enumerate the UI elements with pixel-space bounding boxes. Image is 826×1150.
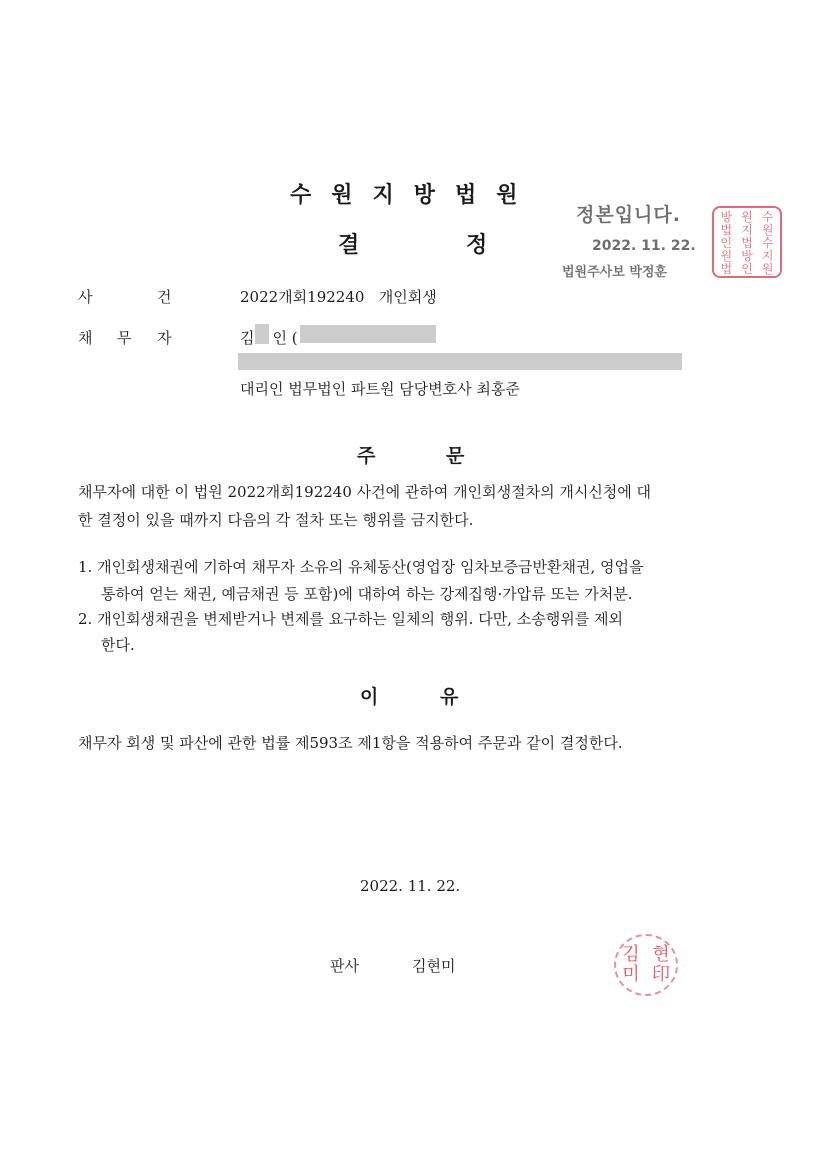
order-item-1-line-2: 통하여 얻는 채권, 예금채권 등 포함)에 대하여 하는 강제집행·가압류 또는 가처분. (101, 585, 633, 603)
judge-seal-stamp (614, 934, 678, 996)
seal-glyph: 印 (652, 964, 670, 985)
court-name: 수원지방법원 (290, 183, 538, 208)
debtor-label-1: 채 (78, 329, 93, 347)
seal-glyph: 인 (720, 236, 733, 250)
order-text-line-2: 한 결정이 있을 때까지 다음의 각 절차 또는 행위를 금지한다. (78, 511, 474, 529)
reason-title-char-2: 유 (440, 686, 459, 708)
seal-glyph: 원 (720, 249, 733, 263)
reason-text: 채무자 회생 및 파산에 관한 법률 제593조 제1항을 적용하여 주문과 같이 결정한다. (78, 734, 623, 752)
certified-copy-clerk: 법원주사보 박정훈 (562, 265, 667, 280)
seal-glyph: 현 (652, 944, 670, 965)
redacted-address (238, 353, 682, 370)
seal-glyph: 법 (741, 236, 753, 250)
document-type-char-2: 정 (466, 233, 488, 258)
seal-glyph: 방 (741, 249, 753, 263)
court-seal-stamp (712, 206, 782, 278)
seal-glyph: 지 (761, 249, 774, 263)
seal-glyph: 수 (761, 236, 774, 250)
signature-date: 2022. 11. 22. (360, 877, 461, 895)
order-title-char-1: 주 (357, 445, 376, 467)
debtor-label-2: 무 (117, 329, 132, 347)
seal-glyph: 수 (761, 210, 774, 224)
judge-title: 판사 (330, 957, 359, 975)
seal-glyph: 미 (622, 964, 640, 985)
redacted-name (255, 324, 269, 344)
order-item-2-line-2: 한다. (101, 636, 135, 654)
certified-copy-title: 정본입니다. (576, 204, 681, 226)
seal-glyph: 원 (761, 223, 774, 237)
seal-glyph: 김 (622, 944, 640, 965)
debtor-name-suffix: 인 ( (272, 329, 298, 347)
order-item-1-line-1: 1. 개인회생채권에 기하여 채무자 소유의 유체동산(영업장 임차보증금반환채권, 영업을 (78, 558, 644, 576)
seal-glyph: 인 (741, 262, 753, 276)
certified-copy-date: 2022. 11. 22. (592, 238, 696, 254)
debtor-name-prefix: 김 (240, 329, 255, 347)
case-label-2: 건 (157, 288, 172, 306)
seal-glyph: 지 (741, 223, 753, 237)
seal-glyph: 원 (761, 262, 774, 276)
seal-glyph: 방 (720, 210, 733, 224)
case-value (240, 286, 437, 307)
reason-title-char-1: 이 (360, 686, 379, 708)
order-item-2-line-1: 2. 개인회생채권을 변제받거나 변제를 요구하는 일체의 행위. 다만, 소송행위를 제외 (78, 610, 623, 628)
redacted-id-number (300, 325, 436, 343)
case-label-1: 사 (78, 288, 93, 306)
debtor-label-3: 자 (157, 329, 172, 347)
seal-glyph: 법 (720, 262, 733, 276)
debtor-agent: 대리인 법무법인 파트원 담당변호사 최홍준 (240, 380, 520, 398)
order-text-line-1: 채무자에 대한 이 법원 2022개회192240 사건에 관하여 개인회생절차의 개시신청에 대 (78, 483, 652, 501)
case-type: 개인회생 (378, 288, 437, 306)
seal-glyph: 법 (720, 223, 733, 237)
order-title-char-2: 문 (446, 445, 465, 467)
judge-name: 김현미 (412, 957, 456, 975)
seal-glyph: 원 (741, 210, 753, 224)
case-number: 2022개회192240 (240, 288, 365, 306)
document-type-char-1: 결 (338, 233, 360, 258)
